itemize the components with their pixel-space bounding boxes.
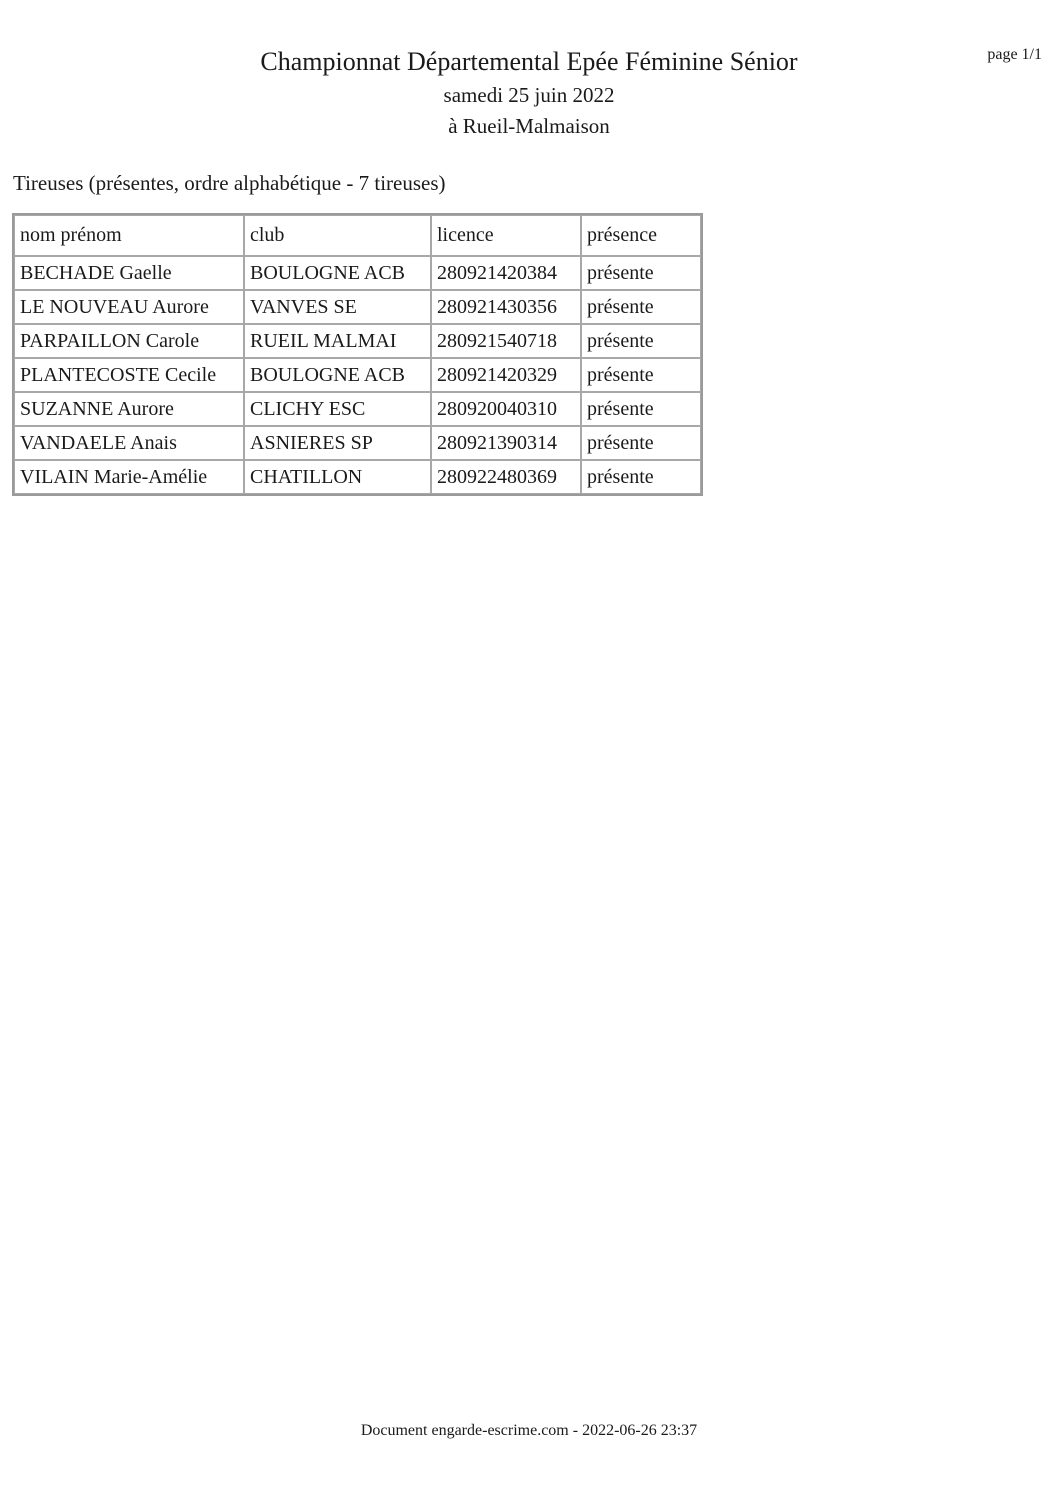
cell-presence: présente xyxy=(581,324,701,358)
cell-name: VANDAELE Anais xyxy=(14,426,244,460)
table-header-row xyxy=(14,215,701,256)
section-title: Tireuses (présentes, ordre alphabétique - 7 tireuses) xyxy=(13,171,446,195)
cell-club: CHATILLON xyxy=(244,460,431,494)
document-footer: Document engarde-escrime.com - 2022-06-26 23:37 xyxy=(360,1422,698,1439)
document-title: Championnat Départemental Epée Féminine Sénior xyxy=(260,47,798,76)
cell-presence: présente xyxy=(581,290,701,324)
document-header xyxy=(0,44,1058,142)
cell-club: RUEIL MALMAI xyxy=(244,324,431,358)
cell-club: BOULOGNE ACB xyxy=(244,256,431,290)
cell-licence: 280921420329 xyxy=(431,358,581,392)
cell-name: BECHADE Gaelle xyxy=(14,256,244,290)
cell-licence: 280922480369 xyxy=(431,460,581,494)
header-presence: présence xyxy=(581,215,701,256)
cell-licence: 280921390314 xyxy=(431,426,581,460)
table-row xyxy=(14,290,701,324)
cell-club: CLICHY ESC xyxy=(244,392,431,426)
cell-name: VILAIN Marie-Amélie xyxy=(14,460,244,494)
cell-licence: 280921420384 xyxy=(431,256,581,290)
table-row xyxy=(14,256,701,290)
table-row xyxy=(14,324,701,358)
cell-licence: 280920040310 xyxy=(431,392,581,426)
cell-club: BOULOGNE ACB xyxy=(244,358,431,392)
page-number: page 1/1 xyxy=(987,46,1042,63)
cell-licence: 280921540718 xyxy=(431,324,581,358)
header-licence: licence xyxy=(431,215,581,256)
event-location: à Rueil-Malmaison xyxy=(448,114,610,138)
cell-presence: présente xyxy=(581,256,701,290)
cell-name: SUZANNE Aurore xyxy=(14,392,244,426)
header-club: club xyxy=(244,215,431,256)
cell-club: VANVES SE xyxy=(244,290,431,324)
cell-name: LE NOUVEAU Aurore xyxy=(14,290,244,324)
cell-presence: présente xyxy=(581,392,701,426)
table-row xyxy=(14,426,701,460)
cell-name: PARPAILLON Carole xyxy=(14,324,244,358)
cell-licence: 280921430356 xyxy=(431,290,581,324)
cell-presence: présente xyxy=(581,426,701,460)
event-date: samedi 25 juin 2022 xyxy=(443,83,615,107)
table-row xyxy=(14,392,701,426)
cell-club: ASNIERES SP xyxy=(244,426,431,460)
cell-presence: présente xyxy=(581,460,701,494)
table-row xyxy=(14,460,701,494)
header-name: nom prénom xyxy=(14,215,244,256)
cell-name: PLANTECOSTE Cecile xyxy=(14,358,244,392)
table-row xyxy=(14,358,701,392)
cell-presence: présente xyxy=(581,358,701,392)
fencers-table xyxy=(12,213,703,496)
